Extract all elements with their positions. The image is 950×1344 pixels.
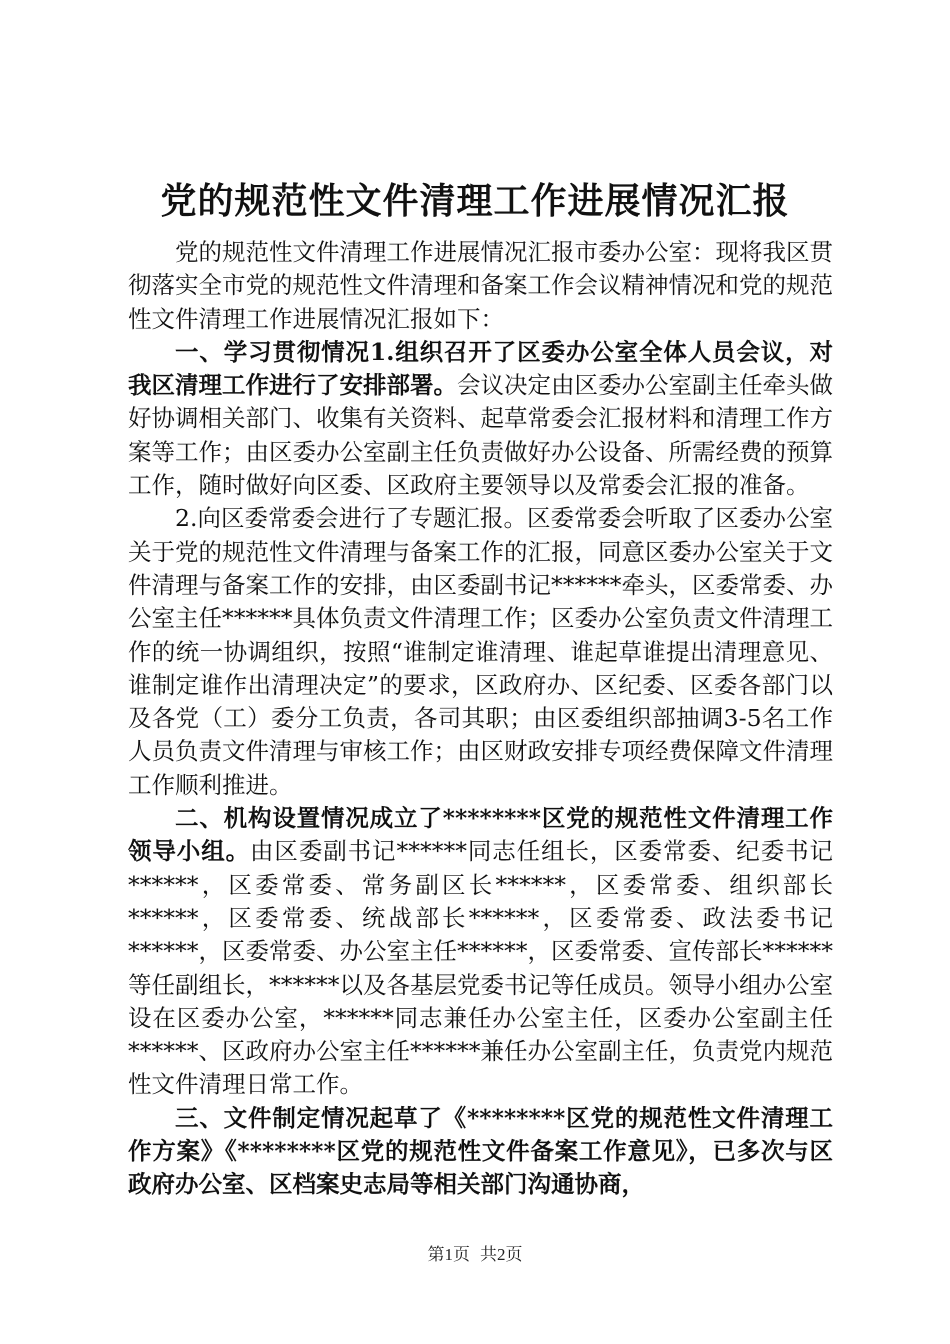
section-3-heading: 三、文件制定情况起草了《********区党的规范性文件清理工作方案》《********区党的规范性文件备案工作意见》，已多次与区政府办公室、区档案史志局等相关部门沟通协商， (128, 1103, 833, 1199)
section-1-text: 会议决定由区委办公室副主任牵头做好协调相关部门、收集有关资料、起草常委会汇报材料和清理工作方案等工作；由区委办公室副主任负责做好办公设备、所需经费的预算工作，随时做好向区委、区政府主要领导以及常委会汇报的准备。 (128, 371, 833, 500)
page-footer (0, 1245, 950, 1265)
section-2-text: 由区委副书记******同志任组长，区委常委、纪委书记******，区委常委、常务副区长******，区委常委、组织部长******，区委常委、统战部长******，区委常委、政法委书记******，区委常委、办公室主任******，区委常委、宣传部长******等任副组长，******以及各基层党委书记等任成员。领导小组办公室设在区委办公室，******同志兼任办公室主任，区委办公室副主任******、区政府办公室主任******兼任办公室副主任，负责党内规范性文件清理日常工作。 (128, 837, 834, 1099)
section-1-heading: 一、学习贯彻情况1.组织召开了区委办公室全体人员会议，对我区清理工作进行了安排部署。 (128, 337, 833, 400)
section-1-item-2-text: 2.向区委常委会进行了专题汇报。区委常委会听取了区委办公室关于党的规范性文件清理与备案工作的汇报，同意区委办公室关于文件清理与备案工作的安排，由区委副书记******牵头，区委常委、办公室主任******具体负责文件清理工作；区委办公室负责文件清理工作的统一协调组织，按照“谁制定谁清理、谁起草谁提出清理意见、谁制定谁作出清理决定”的要求，区政府办、区纪委、区委各部门以及各党（工）委分工负责，各司其职；由区委组织部抽调3-5名工作人员负责文件清理与审核工作；由区财政安排专项经费保障文件清理工作顺利推进。 (128, 504, 833, 799)
document-title: 党的规范性文件清理工作进展情况汇报 (160, 180, 790, 222)
paragraph-section-3 (128, 1102, 833, 1202)
paragraph-intro (128, 236, 833, 336)
page-number-current: 第1页 (427, 1245, 470, 1264)
document-body (128, 236, 833, 1202)
page-number-total: 共2页 (480, 1245, 523, 1264)
paragraph-section-2 (128, 802, 833, 1102)
section-2-heading: 二、机构设置情况成立了********区党的规范性文件清理工作领导小组。 (128, 804, 833, 866)
paragraph-section-1-item-2 (128, 502, 833, 802)
paragraph-intro-text: 党的规范性文件清理工作进展情况汇报市委办公室：现将我区贯彻落实全市党的规范性文件清理和备案工作会议精神情况和党的规范性文件清理工作进展情况汇报如下： (128, 238, 833, 333)
paragraph-section-1 (128, 336, 833, 502)
